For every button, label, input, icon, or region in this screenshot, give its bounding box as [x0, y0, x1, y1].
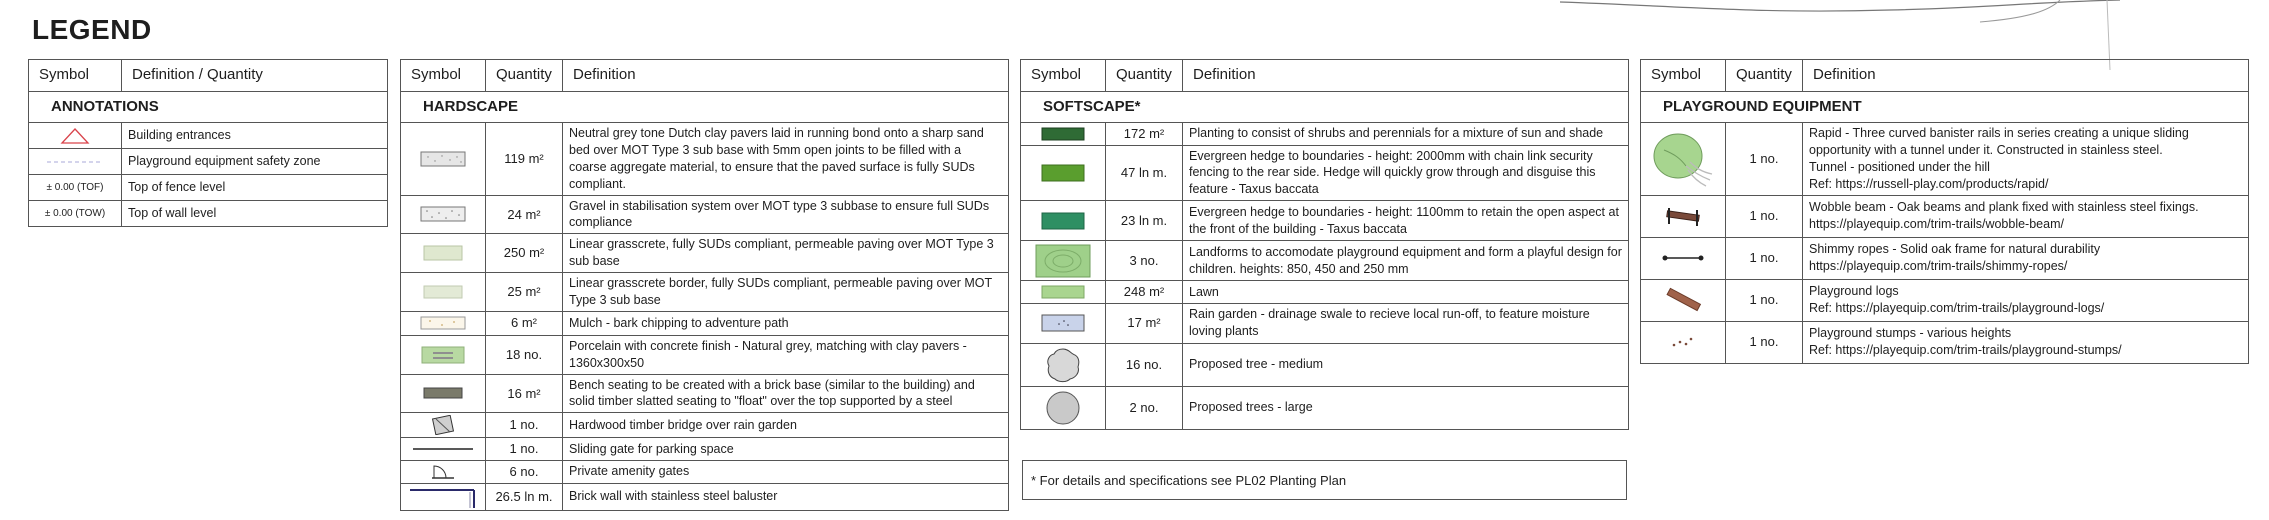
playground-logs-icon [1641, 279, 1726, 321]
quantity: 1 no. [1726, 279, 1803, 321]
definition: Planting to consist of shrubs and perennials for a mixture of sun and shade [1183, 123, 1629, 146]
playground-stumps-icon [1641, 321, 1726, 363]
quantity: 250 m² [486, 234, 563, 273]
softscape-table [1020, 59, 1629, 430]
table-row [401, 413, 1009, 438]
quantity: 26.5 ln m. [486, 483, 563, 510]
table-row [1021, 201, 1629, 241]
col-header-quantity: Quantity [1726, 60, 1803, 92]
gravel-swatch-icon [401, 195, 486, 234]
definition: Landforms to accomodate playground equipment and form a playful design for children. heights: 850, 450 and 250 mm [1183, 241, 1629, 281]
quantity: 24 m² [486, 195, 563, 234]
definition: Lawn [1183, 281, 1629, 304]
table-row [29, 123, 388, 149]
hedge-2000-swatch-icon [1021, 145, 1106, 201]
annotation-text: Top of wall level [122, 201, 388, 227]
table-row [401, 460, 1009, 483]
planting-plan-note: * For details and specifications see PL02 Planting Plan [1022, 460, 1627, 500]
definition: Neutral grey tone Dutch clay pavers laid in running bond onto a sharp sand bed over MOT Type 3 sub base with 5mm open joints to be filled with a coarse aggregate material, to ensure that the paved surface is fully SUDs compliant. [563, 123, 1009, 196]
definition-line: Playground stumps - various heights [1809, 326, 2012, 341]
table-row [29, 149, 388, 175]
col-header-quantity: Quantity [1106, 60, 1183, 92]
bridge-icon [401, 413, 486, 438]
table-row [29, 201, 388, 227]
table-row [1021, 241, 1629, 281]
annotation-text: Building entrances [122, 123, 388, 149]
definition: Bench seating to be created with a brick base (similar to the building) and solid timber slatted seating to "float" over the top supported by a steel [563, 374, 1009, 413]
table-row [401, 123, 1009, 196]
table-row [401, 335, 1009, 374]
table-row [1641, 123, 2249, 196]
col-header-definition: Definition [563, 60, 1009, 92]
col-header-symbol: Symbol [1641, 60, 1726, 92]
section-title-annotations: ANNOTATIONS [29, 92, 388, 123]
quantity: 248 m² [1106, 281, 1183, 304]
quantity: 23 ln m. [1106, 201, 1183, 241]
definition-line: Playground logs [1809, 284, 1899, 299]
landform-swatch-icon [1021, 241, 1106, 281]
table-row [1021, 281, 1629, 304]
mulch-swatch-icon [401, 311, 486, 335]
definition: Evergreen hedge to boundaries - height: 1100mm to retain the open aspect at the front of the building - Taxus baccata [1183, 201, 1629, 241]
fence-level-symbol: ± 0.00 (TOF) [29, 175, 122, 201]
table-row [1021, 386, 1629, 429]
tree-medium-icon [1021, 343, 1106, 386]
quantity: 1 no. [1726, 237, 1803, 279]
quantity: 17 m² [1106, 303, 1183, 343]
table-row [1641, 237, 2249, 279]
quantity: 172 m² [1106, 123, 1183, 146]
definition: Linear grasscrete border, fully SUDs compliant, permeable paving over MOT Type 3 sub base [563, 273, 1009, 312]
quantity: 47 ln m. [1106, 145, 1183, 201]
quantity: 1 no. [1726, 123, 1803, 196]
definition-line: https://playequip.com/trim-trails/shimmy-ropes/ [1809, 259, 2068, 273]
sliding-gate-icon [401, 438, 486, 461]
lawn-swatch-icon [1021, 281, 1106, 304]
quantity: 119 m² [486, 123, 563, 196]
quantity: 16 no. [1106, 343, 1183, 386]
table-row [401, 195, 1009, 234]
table-row [1641, 279, 2249, 321]
definition-line: https://playequip.com/trim-trails/wobble-beam/ [1809, 217, 2064, 231]
section-title-softscape: SOFTSCAPE* [1021, 92, 1629, 123]
table-row [401, 483, 1009, 510]
quantity: 6 no. [486, 460, 563, 483]
quantity: 1 no. [1726, 195, 1803, 237]
legend-title: LEGEND [32, 14, 152, 45]
quantity: 6 m² [486, 311, 563, 335]
quantity: 18 no. [486, 335, 563, 374]
col-header-symbol: Symbol [401, 60, 486, 92]
table-row [1021, 145, 1629, 201]
definition: Proposed trees - large [1183, 386, 1629, 429]
dashed-line-icon [29, 149, 122, 175]
table-row [1641, 321, 2249, 363]
table-row [401, 438, 1009, 461]
definition: Proposed tree - medium [1183, 343, 1629, 386]
table-row [401, 374, 1009, 413]
hedge-1100-swatch-icon [1021, 201, 1106, 241]
table-row [1021, 343, 1629, 386]
definition: Linear grasscrete, fully SUDs compliant, permeable paving over MOT Type 3 sub base [563, 234, 1009, 273]
definition-line: Tunnel - positioned under the hill [1809, 159, 1990, 174]
quantity: 3 no. [1106, 241, 1183, 281]
shrub-planting-swatch-icon [1021, 123, 1106, 146]
definition-line: Ref: https://playequip.com/trim-trails/playground-stumps/ [1809, 343, 2122, 357]
quantity: 25 m² [486, 273, 563, 312]
table-row [401, 234, 1009, 273]
definition: Sliding gate for parking space [563, 438, 1009, 461]
definition: Private amenity gates [563, 460, 1009, 483]
porcelain-swatch-icon [401, 335, 486, 374]
definition: Hardwood timber bridge over rain garden [563, 413, 1009, 438]
annotations-table [28, 59, 388, 227]
annotation-text: Top of fence level [122, 175, 388, 201]
annotation-text: Playground equipment safety zone [122, 149, 388, 175]
rain-garden-swatch-icon [1021, 303, 1106, 343]
definition: Rain garden - drainage swale to recieve local run-off, to feature moisture loving plants [1183, 303, 1629, 343]
col-header-definition: Definition / Quantity [122, 60, 388, 92]
clay-pavers-swatch-icon [401, 123, 486, 196]
quantity: 2 no. [1106, 386, 1183, 429]
quantity: 1 no. [486, 413, 563, 438]
definition-line: Shimmy ropes - Solid oak frame for natural durability [1809, 242, 2101, 257]
table-row [401, 273, 1009, 312]
grasscrete-border-swatch-icon [401, 273, 486, 312]
definition: Evergreen hedge to boundaries - height: 2000mm with chain link security fencing to the rear side. Hedge will quickly grow through and disguise this feature - Taxus baccata [1183, 145, 1629, 201]
bench-swatch-icon [401, 374, 486, 413]
definition: Mulch - bark chipping to adventure path [563, 311, 1009, 335]
table-row [1641, 195, 2249, 237]
definition-line: Ref: https://russell-play.com/products/rapid/ [1809, 176, 2049, 191]
quantity: 1 no. [1726, 321, 1803, 363]
wobble-beam-icon [1641, 195, 1726, 237]
definition-line: Wobble beam - Oak beams and plank fixed with stainless steel fixings. [1809, 200, 2199, 215]
col-header-definition: Definition [1803, 60, 2249, 92]
brick-wall-icon [401, 483, 486, 510]
quantity: 1 no. [486, 438, 563, 461]
col-header-quantity: Quantity [486, 60, 563, 92]
table-row [401, 311, 1009, 335]
tree-large-icon [1021, 386, 1106, 429]
definition-line: Rapid - Three curved banister rails in series creating a unique sliding opportunity with a tunnel under it. Constructed in stainless steel. [1809, 126, 2189, 157]
col-header-symbol: Symbol [29, 60, 122, 92]
definition-line: Ref: https://playequip.com/trim-trails/playground-logs/ [1809, 301, 2105, 315]
wall-level-symbol: ± 0.00 (TOW) [29, 201, 122, 227]
definition: Gravel in stabilisation system over MOT type 3 subbase to ensure full SUDs compliance [563, 195, 1009, 234]
grasscrete-swatch-icon [401, 234, 486, 273]
section-title-playground: PLAYGROUND EQUIPMENT [1641, 92, 2249, 123]
playground-table [1640, 59, 2249, 364]
section-title-hardscape: HARDSCAPE [401, 92, 1009, 123]
table-row [1021, 123, 1629, 146]
rapid-banister-icon [1641, 123, 1726, 196]
col-header-symbol: Symbol [1021, 60, 1106, 92]
hardscape-table [400, 59, 1009, 511]
quantity: 16 m² [486, 374, 563, 413]
definition: Brick wall with stainless steel baluster [563, 483, 1009, 510]
col-header-definition: Definition [1183, 60, 1629, 92]
table-row [1021, 303, 1629, 343]
triangle-icon [29, 123, 122, 149]
definition: Porcelain with concrete finish - Natural grey, matching with clay pavers - 1360x300x50 [563, 335, 1009, 374]
shimmy-ropes-icon [1641, 237, 1726, 279]
table-row [29, 175, 388, 201]
amenity-gate-icon [401, 460, 486, 483]
